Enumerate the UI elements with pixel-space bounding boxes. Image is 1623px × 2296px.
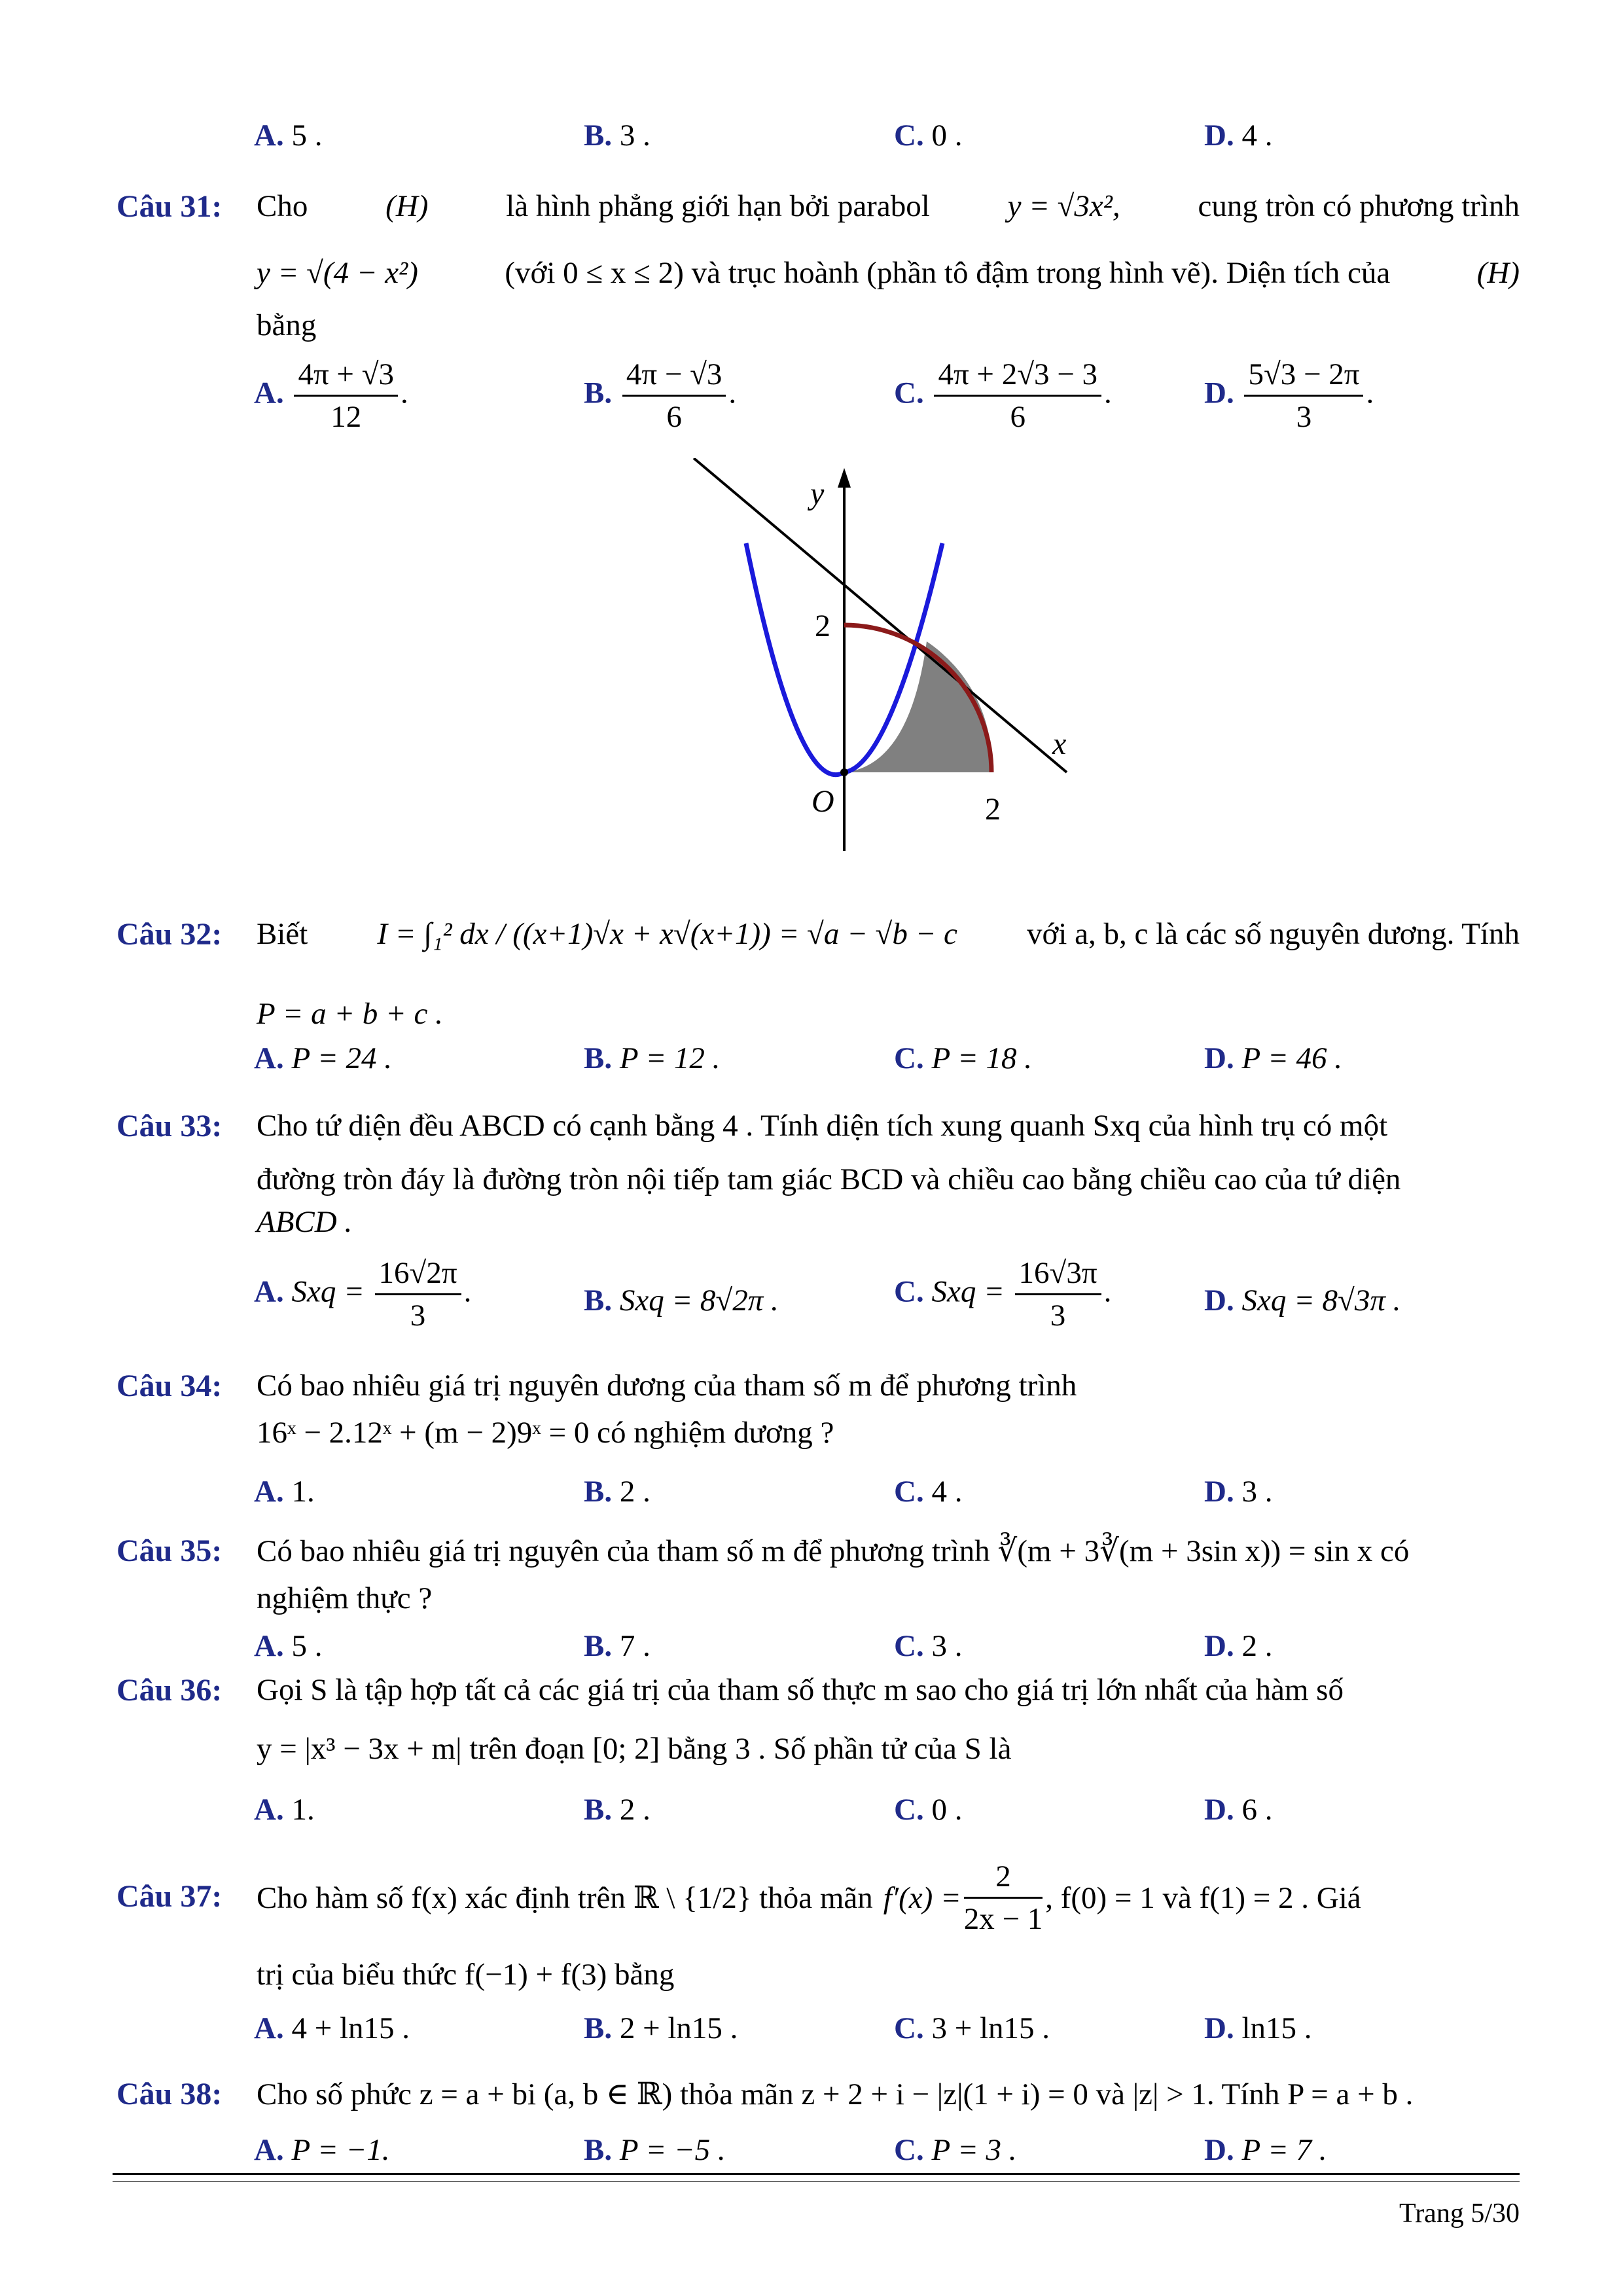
text-segment: với a, b, c là các số nguyên dương. Tính bbox=[1026, 917, 1520, 951]
option-d: D. 6 . bbox=[1204, 1793, 1273, 1827]
question-text: nghiệm thực ? bbox=[257, 1581, 433, 1615]
question-text: Gọi S là tập hợp tất cả các giá trị của tham số thực m sao cho giá trị lớn nhất của hàm số bbox=[257, 1673, 1344, 1707]
option-a: A. 4 + ln15 . bbox=[254, 2011, 410, 2045]
text-segment: là hình phẳng giới hạn bởi parabol bbox=[506, 189, 930, 223]
question-text: đường tròn đáy là đường tròn nội tiếp tam giác BCD và chiều cao bằng chiều cao của tứ diện bbox=[257, 1162, 1401, 1196]
text-segment: Biết bbox=[257, 917, 308, 951]
fraction: $\frac{16√2\pi}{3}$ bbox=[375, 1255, 461, 1333]
option-a: A. 5 . bbox=[254, 118, 323, 152]
option-d: D. P = 7 . bbox=[1204, 2133, 1327, 2167]
option-b: B. Sxq = 8√2π . bbox=[584, 1283, 779, 1318]
option-b: B. 2 + ln15 . bbox=[584, 2011, 738, 2045]
option-a: A. 1. bbox=[254, 1793, 315, 1827]
question-label: Câu 31: bbox=[116, 189, 223, 224]
question-text: Cho tứ diện đều ABCD có cạnh bằng 4 . Tính diện tích xung quanh Sxq của hình trụ có một bbox=[257, 1109, 1388, 1143]
option-c: C. 0 . bbox=[894, 1793, 963, 1827]
shaded-region bbox=[844, 641, 991, 772]
fraction: $\frac{2}{2x - 1}$ bbox=[963, 1859, 1043, 1936]
question-text: ABCD . bbox=[257, 1205, 353, 1239]
question-label: Câu 32: bbox=[116, 917, 223, 952]
integral-expr: I = ∫₁² dx / ((x+1)√x + x√(x+1)) = √a − √b − c bbox=[377, 917, 957, 951]
math-expr: y = √3x², bbox=[1007, 189, 1120, 223]
y-tick-label: 2 bbox=[815, 609, 830, 643]
option-b: B. 7 . bbox=[584, 1629, 651, 1663]
question-text bbox=[257, 1859, 1520, 1937]
option-d: D. ln15 . bbox=[1204, 2011, 1312, 2045]
option-a: A. Sxq = $\frac{16√2\pi}{3}$ . bbox=[254, 1256, 472, 1333]
question-label: Câu 33: bbox=[116, 1109, 223, 1143]
option-b: B. P = 12 . bbox=[584, 1041, 721, 1075]
text-segment: Cho bbox=[257, 189, 308, 223]
question-text bbox=[257, 916, 1520, 952]
question-label: Câu 34: bbox=[116, 1369, 223, 1403]
question-label: Câu 35: bbox=[116, 1534, 223, 1568]
question-text bbox=[257, 188, 1520, 224]
option-a: A. 5 . bbox=[254, 1629, 323, 1663]
origin-label: O bbox=[812, 784, 834, 819]
text-segment: (với 0 ≤ x ≤ 2) và trục hoành (phần tô đậm trong hình vẽ). Diện tích của bbox=[505, 256, 1391, 290]
option-d: D. Sxq = 8√3π . bbox=[1204, 1283, 1401, 1318]
math-expr: (H) bbox=[1476, 256, 1520, 290]
text-segment: cung tròn có phương trình bbox=[1198, 189, 1520, 223]
question-label: Câu 38: bbox=[116, 2077, 223, 2111]
question-text: bằng bbox=[257, 308, 317, 342]
origin-point bbox=[840, 768, 848, 776]
option-d: D. 2 . bbox=[1204, 1629, 1273, 1663]
question-text bbox=[257, 255, 1520, 291]
fraction: $\frac{4\pi + √3}{12}$ bbox=[294, 357, 398, 435]
y-axis-label: y bbox=[810, 476, 825, 511]
question-text: 16ˣ − 2.12ˣ + (m − 2)9ˣ = 0 có nghiệm dương ? bbox=[257, 1416, 834, 1450]
option-b: B. P = −5 . bbox=[584, 2133, 726, 2167]
option-c: C. 0 . bbox=[894, 118, 963, 152]
option-a: A. P = −1. bbox=[254, 2133, 390, 2167]
option-b: B. 2 . bbox=[584, 1475, 651, 1509]
option-a: A. 1. bbox=[254, 1475, 315, 1509]
y-axis-arrow bbox=[838, 468, 851, 488]
option-a: A. P = 24 . bbox=[254, 1041, 393, 1075]
option-b: B. $\frac{4\pi - √3}{6}$ . bbox=[584, 357, 737, 434]
question-text: trị của biểu thức f(−1) + f(3) bằng bbox=[257, 1958, 675, 1992]
region-figure bbox=[681, 458, 1086, 864]
option-c: C. $\frac{4\pi + 2√3 - 3}{6}$ . bbox=[894, 357, 1112, 434]
option-d: D. $\frac{5√3 - 2\pi}{3}$ . bbox=[1204, 357, 1374, 434]
option-d: D. P = 46 . bbox=[1204, 1041, 1343, 1075]
option-c: C. 4 . bbox=[894, 1475, 963, 1509]
math-expr: (H) bbox=[385, 189, 429, 223]
math-expr: f′(x) = bbox=[883, 1880, 961, 1915]
question-text: Cho số phức z = a + bi (a, b ∈ ℝ) thỏa mãn z + 2 + i − |z|(1 + i) = 0 và |z| > 1. Tính P = a + b . bbox=[257, 2077, 1414, 2111]
option-b: B. 2 . bbox=[584, 1793, 651, 1827]
option-c: C. 3 . bbox=[894, 1629, 963, 1663]
option-d: D. 4 . bbox=[1204, 118, 1273, 152]
option-a: A. $\frac{4\pi + √3}{12}$ . bbox=[254, 357, 408, 434]
x-axis-label: x bbox=[1052, 726, 1067, 761]
fraction: $\frac{4\pi - √3}{6}$ bbox=[622, 357, 726, 435]
option-c: C. P = 3 . bbox=[894, 2133, 1017, 2167]
fraction: $\frac{5√3 - 2\pi}{3}$ bbox=[1244, 357, 1363, 435]
page-number: Trang 5/30 bbox=[1399, 2198, 1520, 2229]
question-label: Câu 37: bbox=[116, 1879, 223, 1914]
question-text: y = |x³ − 3x + m| trên đoạn [0; 2] bằng 3 . Số phần tử của S là bbox=[257, 1732, 1012, 1766]
question-text: P = a + b + c . bbox=[257, 997, 443, 1031]
option-c: C. 3 + ln15 . bbox=[894, 2011, 1050, 2045]
option-b: B. 3 . bbox=[584, 118, 651, 152]
option-c: C. Sxq = $\frac{16√3\pi}{3}$ . bbox=[894, 1256, 1112, 1333]
text-segment: Cho hàm số f(x) xác định trên ℝ \ {1/2} thỏa mãn bbox=[257, 1881, 873, 1915]
question-text: Có bao nhiêu giá trị nguyên dương của tham số m để phương trình bbox=[257, 1369, 1077, 1403]
x-axis bbox=[694, 458, 1067, 772]
math-expr: y = √(4 − x²) bbox=[257, 256, 418, 290]
option-d: D. 3 . bbox=[1204, 1475, 1273, 1509]
fraction: $\frac{16√3\pi}{3}$ bbox=[1015, 1255, 1101, 1333]
question-label: Câu 36: bbox=[116, 1673, 223, 1708]
x-tick-label: 2 bbox=[985, 792, 1001, 827]
footer-divider bbox=[113, 2173, 1520, 2182]
question-text: Có bao nhiêu giá trị nguyên của tham số m để phương trình ∛(m + 3∛(m + 3sin x)) = sin x có bbox=[257, 1534, 1410, 1568]
fraction: $\frac{4\pi + 2√3 - 3}{6}$ bbox=[934, 357, 1101, 435]
text-segment: , f(0) = 1 và f(1) = 2 . Giá bbox=[1045, 1880, 1361, 1915]
option-c: C. P = 18 . bbox=[894, 1041, 1033, 1075]
